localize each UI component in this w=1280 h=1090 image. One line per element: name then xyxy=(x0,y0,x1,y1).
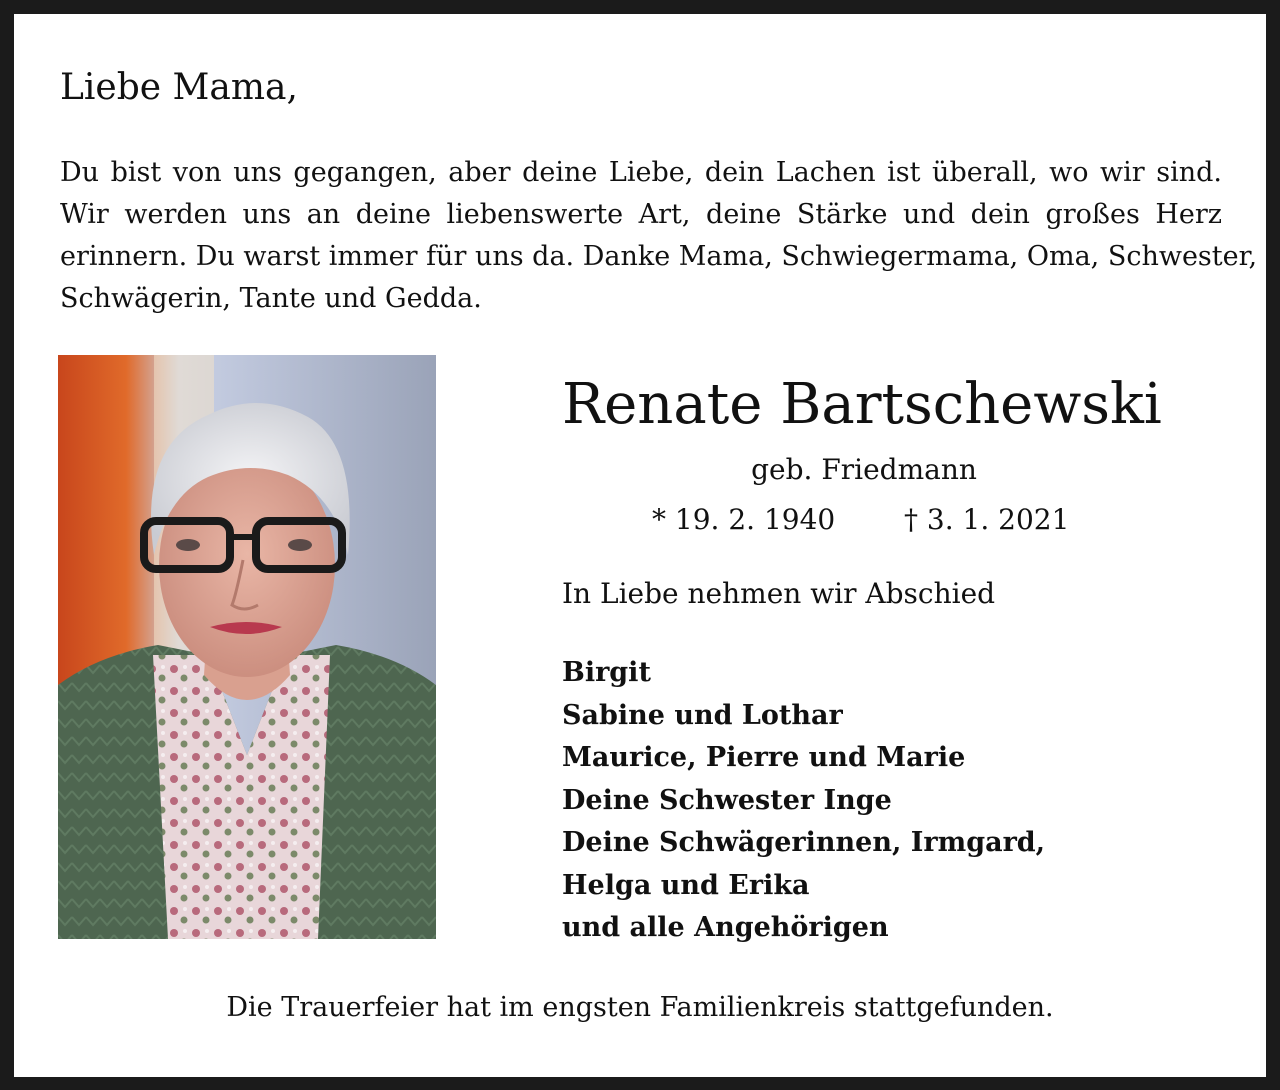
list-item: Deine Schwester Inge xyxy=(562,784,892,816)
death-date: † 3. 1. 2021 xyxy=(904,503,1070,536)
farewell-line: In Liebe nehmen wir Abschied xyxy=(562,577,996,610)
list-item: Deine Schwägerinnen, Irmgard, xyxy=(562,827,1046,858)
greeting: Liebe Mama, xyxy=(60,67,298,108)
birth-date: * 19. 2. 1940 xyxy=(652,503,836,536)
obituary-notice xyxy=(14,14,1266,1077)
list-item: Sabine und Lothar xyxy=(562,699,843,731)
intro-line: Du bist von uns gegangen, aber deine Liebe, dein Lachen ist überall, wo wir sind. xyxy=(60,157,1222,188)
intro-line: Schwägerin, Tante und Gedda. xyxy=(60,283,482,314)
intro-line: Wir werden uns an deine liebenswerte Art, deine Stärke und dein großes Herz xyxy=(60,199,1222,230)
mourner-list xyxy=(562,652,1045,950)
intro-paragraph xyxy=(60,152,1258,320)
birth-name: geb. Friedmann xyxy=(751,453,977,486)
list-item: Birgit xyxy=(562,657,651,688)
closing-note: Die Trauerfeier hat im engsten Familienkreis stattgefunden. xyxy=(226,992,1054,1023)
list-item: und alle Angehörigen xyxy=(562,912,889,943)
deceased-name: Renate Bartschewski xyxy=(562,372,1162,437)
intro-line: erinnern. Du warst immer für uns da. Danke Mama, Schwiegermama, Oma, Schwester, xyxy=(60,241,1258,272)
portrait-photo xyxy=(58,355,436,939)
list-item: Maurice, Pierre und Marie xyxy=(562,742,966,773)
list-item: Helga und Erika xyxy=(562,869,810,901)
